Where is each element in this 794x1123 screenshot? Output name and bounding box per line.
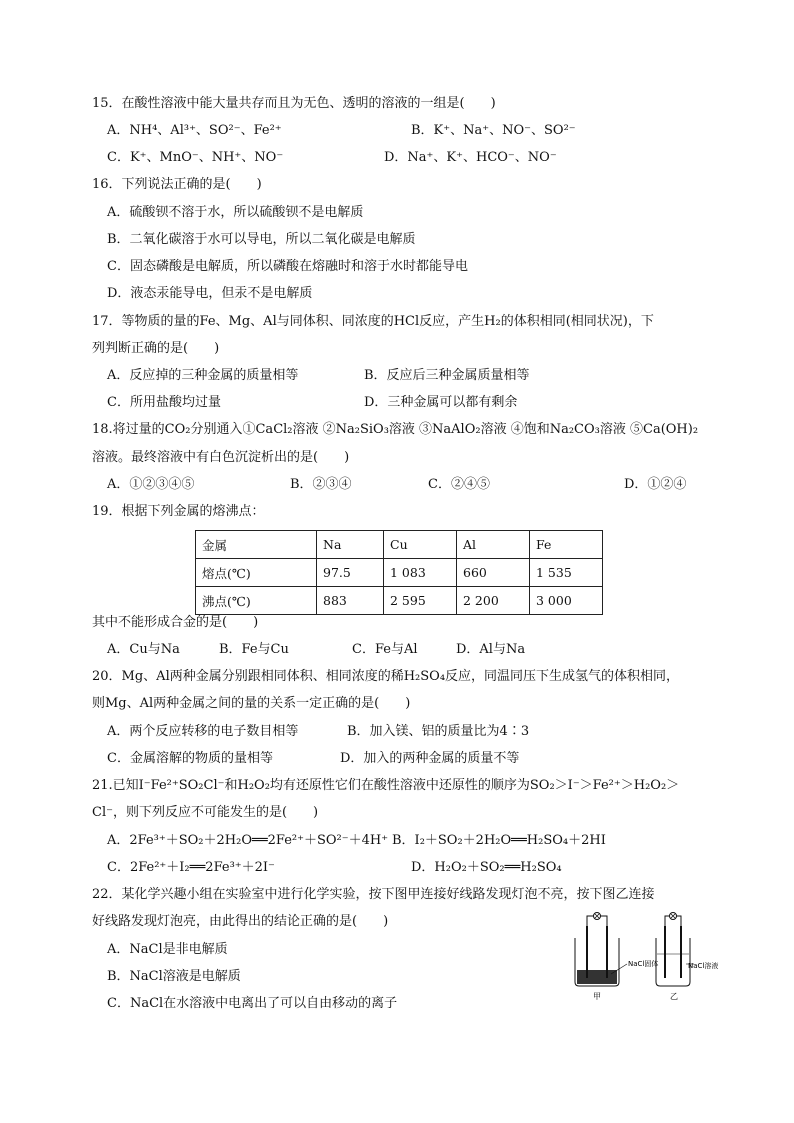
question-22-option-c: C．NaCl在水溶液中电离出了可以自由移动的离子 — [107, 996, 398, 1011]
question-18-option-d: D．①②④ — [624, 477, 687, 492]
question-15-option-c: C．K⁺、MnO⁻、NH⁺、NO⁻ — [107, 150, 284, 165]
question-22-stem-line1: 22．某化学兴趣小组在实验室中进行化学实验，按下图甲连接好线路发现灯泡不亮，按下图乙连接 — [92, 887, 655, 902]
table-cell: Fe — [530, 531, 603, 559]
question-18-option-a: A．①②③④⑤ — [107, 477, 195, 492]
question-19-option-a: A．Cu与Na — [107, 642, 180, 657]
question-16-option-b: B．二氧化碳溶于水可以导电，所以二氧化碳是电解质 — [107, 232, 416, 247]
table-cell: 熔点(℃) — [196, 559, 317, 587]
question-18-option-c: C．②④⑤ — [428, 477, 490, 492]
question-20-option-a: A．两个反应转移的电子数目相等 — [107, 724, 299, 739]
table-cell: Al — [457, 531, 530, 559]
table-cell: 1 083 — [384, 559, 457, 587]
question-19-tail: 其中不能形成合金的是( ) — [92, 615, 259, 630]
table-header-row — [196, 531, 603, 559]
question-19-option-c: C．Fe与Al — [352, 642, 418, 657]
question-17-option-a: A．反应掉的三种金属的质量相等 — [107, 368, 299, 383]
question-22-option-b: B．NaCl溶液是电解质 — [107, 969, 241, 984]
question-17-option-b: B．反应后三种金属质量相等 — [364, 368, 530, 383]
label-jia: 甲 — [593, 992, 601, 1001]
table-cell: 97.5 — [317, 559, 384, 587]
question-18-option-b: B．②③④ — [290, 477, 352, 492]
question-15-option-d: D．Na⁺、K⁺、HCO⁻、NO⁻ — [384, 150, 557, 165]
question-21-option-c: C．2Fe²⁺＋I₂══2Fe³⁺＋2I⁻ — [107, 860, 275, 875]
question-16-option-a: A．硫酸钡不溶于水，所以硫酸钡不是电解质 — [107, 205, 364, 220]
table-cell: Na — [317, 531, 384, 559]
question-20-stem-line1: 20．Mg、Al两种金属分别跟相同体积、相同浓度的稀H₂SO₄反应，同温同压下生成氢气的体积相同， — [92, 669, 680, 684]
melting-boiling-table — [195, 530, 603, 615]
question-20-option-d: D．加入的两种金属的质量不等 — [340, 751, 520, 766]
table-cell: 1 535 — [530, 559, 603, 587]
table-cell: 金属 — [196, 531, 317, 559]
table-row-melting — [196, 559, 603, 587]
question-19-option-d: D．Al与Na — [456, 642, 526, 657]
question-19-stem: 19．根据下列金属的熔沸点： — [92, 504, 265, 519]
table-cell: 660 — [457, 559, 530, 587]
table-cell: 883 — [317, 587, 384, 615]
question-15-stem: 15．在酸性溶液中能大量共存而且为无色、透明的溶液的一组是( ) — [92, 96, 496, 111]
question-15-option-a: A．NH⁴、Al³⁺、SO²⁻、Fe²⁺ — [107, 123, 282, 138]
question-17-option-d: D．三种金属可以都有剩余 — [364, 395, 518, 410]
table-cell: 2 595 — [384, 587, 457, 615]
question-20-option-c: C．金属溶解的物质的量相等 — [107, 751, 273, 766]
question-21-option-b: B．I₂＋SO₂＋2H₂O══H₂SO₄＋2HI — [392, 833, 606, 848]
beaker-jia — [575, 913, 627, 987]
label-nacl-solid: NaCl固体 — [628, 960, 659, 968]
table-cell: Cu — [384, 531, 457, 559]
table-cell: 沸点(℃) — [196, 587, 317, 615]
question-21-option-a: A．2Fe³⁺＋SO₂＋2H₂O══2Fe²⁺＋SO²⁻＋4H⁺ — [107, 833, 389, 848]
question-21-stem-line2: Cl⁻，则下列反应不可能发生的是( ) — [92, 805, 319, 820]
question-19-option-b: B．Fe与Cu — [219, 642, 289, 657]
question-20-option-b: B．加入镁、铝的质量比为4∶3 — [347, 724, 530, 739]
conductivity-experiment-figure — [570, 908, 719, 1003]
table-cell: 2 200 — [457, 587, 530, 615]
question-18-stem-line1: 18.将过量的CO₂分别通入①CaCl₂溶液 ②Na₂SiO₃溶液 ③NaAlO₂溶液 ④饱和Na₂CO₃溶液 ⑤Ca(OH)₂ — [92, 422, 699, 437]
question-16-option-d: D．液态汞能导电，但汞不是电解质 — [107, 286, 313, 301]
question-21-stem-line1: 21.已知I⁻Fe²⁺SO₂Cl⁻和H₂O₂均有还原性它们在酸性溶液中还原性的顺序为SO₂＞I⁻＞Fe²⁺＞H₂O₂＞ — [92, 778, 680, 793]
question-20-stem-line2: 则Mg、Al两种金属之间的量的关系一定正确的是( ) — [92, 696, 411, 711]
question-22-option-a: A．NaCl是非电解质 — [107, 942, 228, 957]
beaker-yi — [656, 913, 694, 987]
question-17-option-c: C．所用盐酸均过量 — [107, 395, 221, 410]
question-22-stem-line2: 好线路发现灯泡亮，由此得出的结论正确的是( ) — [92, 914, 389, 929]
question-15-option-b: B．K⁺、Na⁺、NO⁻、SO²⁻ — [411, 123, 576, 138]
question-16-option-c: C．固态磷酸是电解质，所以磷酸在熔融时和溶于水时都能导电 — [107, 259, 468, 274]
label-yi: 乙 — [670, 992, 678, 1001]
question-17-stem-line2: 列判断正确的是( ) — [92, 341, 220, 356]
label-nacl-solution: NaCl溶液 — [688, 962, 719, 970]
question-17-stem-line1: 17．等物质的量的Fe、Mg、Al与同体积、同浓度的HCl反应，产生H₂的体积相同(相同状况)，下 — [92, 314, 654, 329]
table-row-boiling — [196, 587, 603, 615]
question-21-option-d: D．H₂O₂＋SO₂══H₂SO₄ — [411, 860, 562, 875]
table-cell: 3 000 — [530, 587, 603, 615]
question-18-stem-line2: 溶液。最终溶液中有白色沉淀析出的是( ) — [92, 450, 350, 465]
question-16-stem: 16．下列说法正确的是( ) — [92, 177, 262, 192]
